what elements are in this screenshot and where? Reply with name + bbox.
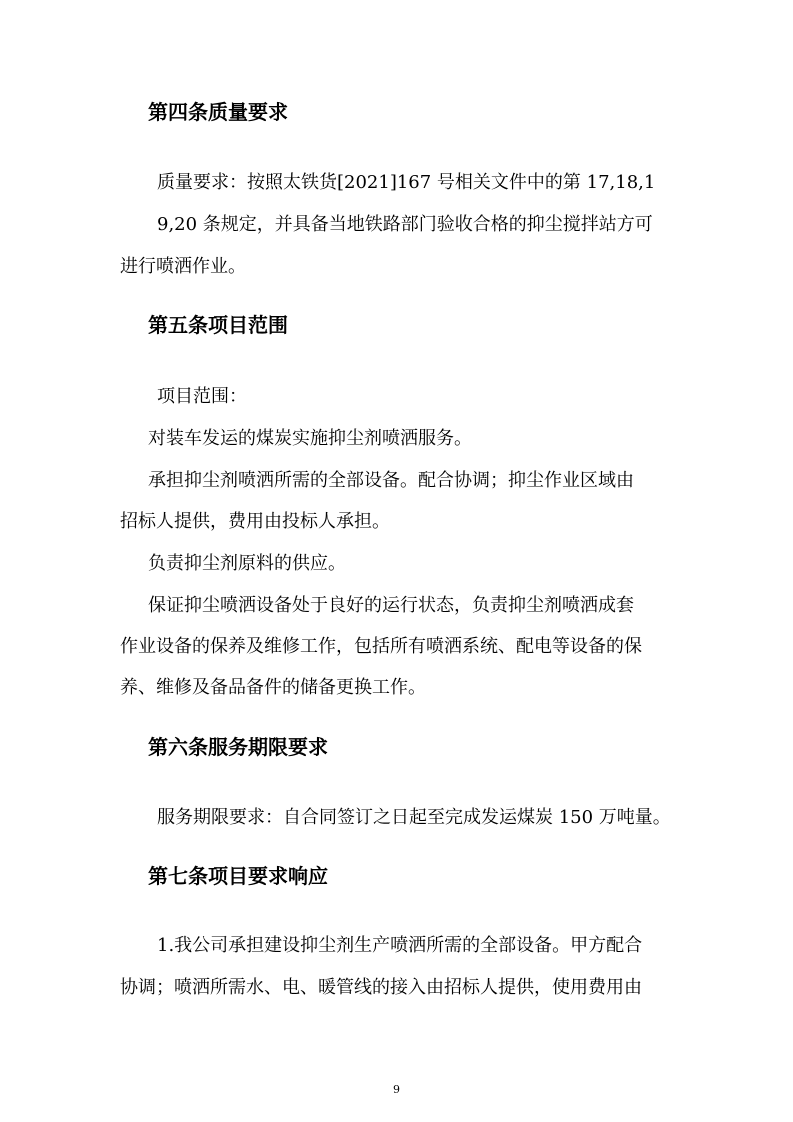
section-6-line-1: 服务期限要求：自合同签订之日起至完成发运煤炭 150 万吨量。 — [157, 807, 671, 828]
section-4-line-3: 进行喷洒作业。 — [120, 256, 246, 277]
section-5-line-8: 养、维修及备品备件的储备更换工作。 — [120, 677, 426, 698]
section-7-heading: 第七条项目要求响应 — [148, 864, 328, 888]
section-5-line-5: 负责抑尘剂原料的供应。 — [148, 553, 346, 574]
section-5-line-2: 对装车发运的煤炭实施抑尘剂喷洒服务。 — [148, 428, 472, 449]
section-5-line-4: 招标人提供，费用由投标人承担。 — [120, 511, 390, 532]
section-5-line-6: 保证抑尘喷洒设备处于良好的运行状态，负责抑尘剂喷洒成套 — [148, 595, 634, 616]
section-4-line-2: 9,20 条规定，并具备当地铁路部门验收合格的抑尘搅拌站方可 — [157, 214, 653, 235]
section-6-heading: 第六条服务期限要求 — [148, 735, 328, 759]
section-5-line-1: 项目范围： — [157, 386, 247, 407]
section-4-line-1: 质量要求：按照太铁货[2021]167 号相关文件中的第 17,18,1 — [157, 172, 656, 193]
section-5-line-7: 作业设备的保养及维修工作，包括所有喷洒系统、配电等设备的保 — [120, 636, 642, 657]
section-5-line-3: 承担抑尘剂喷洒所需的全部设备。配合协调；抑尘作业区域由 — [148, 470, 634, 491]
section-4-heading: 第四条质量要求 — [148, 100, 288, 124]
section-5-heading: 第五条项目范围 — [148, 313, 288, 337]
page-number: 9 — [393, 1083, 400, 1096]
section-7-line-2: 协调；喷洒所需水、电、暖管线的接入由招标人提供，使用费用由 — [120, 977, 642, 998]
section-7-line-1: 1.我公司承担建设抑尘剂生产喷洒所需的全部设备。甲方配合 — [157, 935, 643, 956]
